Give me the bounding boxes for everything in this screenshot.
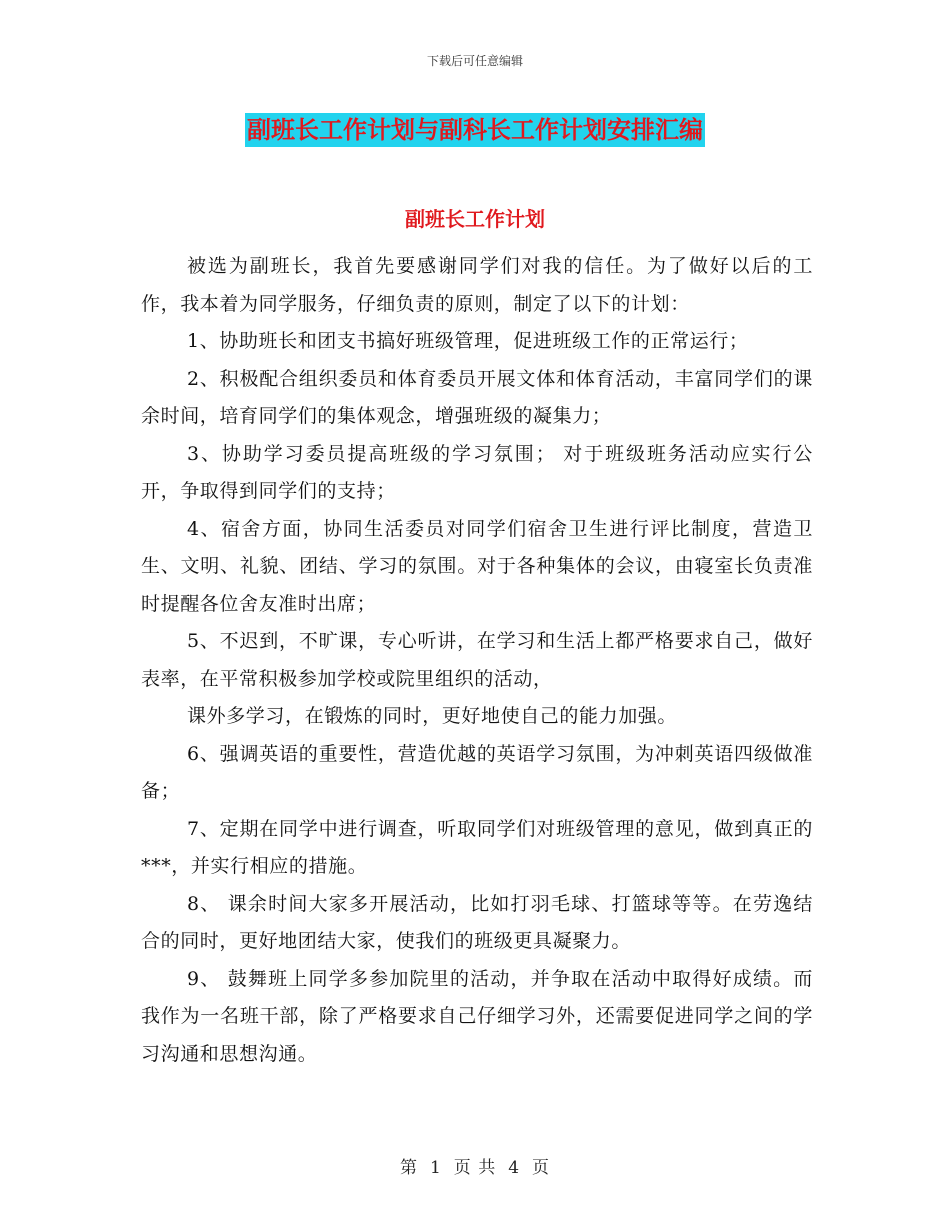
paragraph-intro: 被选为副班长，我首先要感谢同学们对我的信任。为了做好以后的工作，我本着为同学服务，仔细负责的原则，制定了以下的计划： — [141, 255, 813, 315]
body-text — [141, 248, 813, 1073]
paragraph-item-9: 9、 鼓舞班上同学多参加院里的活动，并争取在活动中取得好成绩。而我作为一名班干部，除了严格要求自己仔细学习外，还需要促进同学之间的学习沟通和思想沟通。 — [141, 967, 813, 1065]
paragraph-item-6: 6、强调英语的重要性，营造优越的英语学习氛围，为冲刺英语四级做准备； — [141, 742, 813, 802]
document-title: 副班长工作计划与副科长工作计划安排汇编 — [245, 113, 705, 147]
paragraph-item-5: 5、不迟到，不旷课，专心听讲，在学习和生活上都严格要求自己，做好表率，在平常积极参加学校或院里组织的活动， — [141, 630, 813, 690]
paragraph-item-5-continued: 课外多学习，在锻炼的同时，更好地使自己的能力加强。 — [187, 705, 678, 727]
section-title: 副班长工作计划 — [405, 207, 545, 231]
page-label-mid: 页 共 — [453, 1158, 497, 1178]
page-label-after: 页 — [532, 1158, 551, 1178]
total-pages-number: 4 — [508, 1158, 521, 1178]
paragraph-item-4: 4、宿舍方面，协同生活委员对同学们宿舍卫生进行评比制度，营造卫生、文明、礼貌、团结、学习的氛围。对于各种集体的会议，由寝室长负责准时提醒各位舍友准时出席； — [141, 517, 813, 615]
paragraph-item-1: 1、协助班长和团支书搞好班级管理，促进班级工作的正常运行； — [187, 330, 749, 352]
paragraph-item-2: 2、积极配合组织委员和体育委员开展文体和体育活动，丰富同学们的课余时间，培育同学们的集体观念，增强班级的凝集力； — [141, 367, 813, 427]
paragraph-item-8: 8、 课余时间大家多开展活动，比如打羽毛球、打篮球等等。在劳逸结合的同时，更好地团结大家，使我们的班级更具凝聚力。 — [141, 892, 813, 952]
current-page-number: 1 — [429, 1158, 442, 1178]
paragraph-item-7: 7、定期在同学中进行调查，听取同学们对班级管理的意见，做到真正的***，并实行相应的措施。 — [141, 817, 813, 877]
document-title-wrap — [0, 113, 950, 147]
page-label-before: 第 — [399, 1158, 418, 1178]
paragraph-item-3: 3、协助学习委员提高班级的学习氛围； 对于班级班务活动应实行公开，争取得到同学们的支持； — [141, 442, 813, 502]
page-footer — [0, 1153, 950, 1178]
header-note: 下载后可任意编辑 — [426, 54, 523, 68]
